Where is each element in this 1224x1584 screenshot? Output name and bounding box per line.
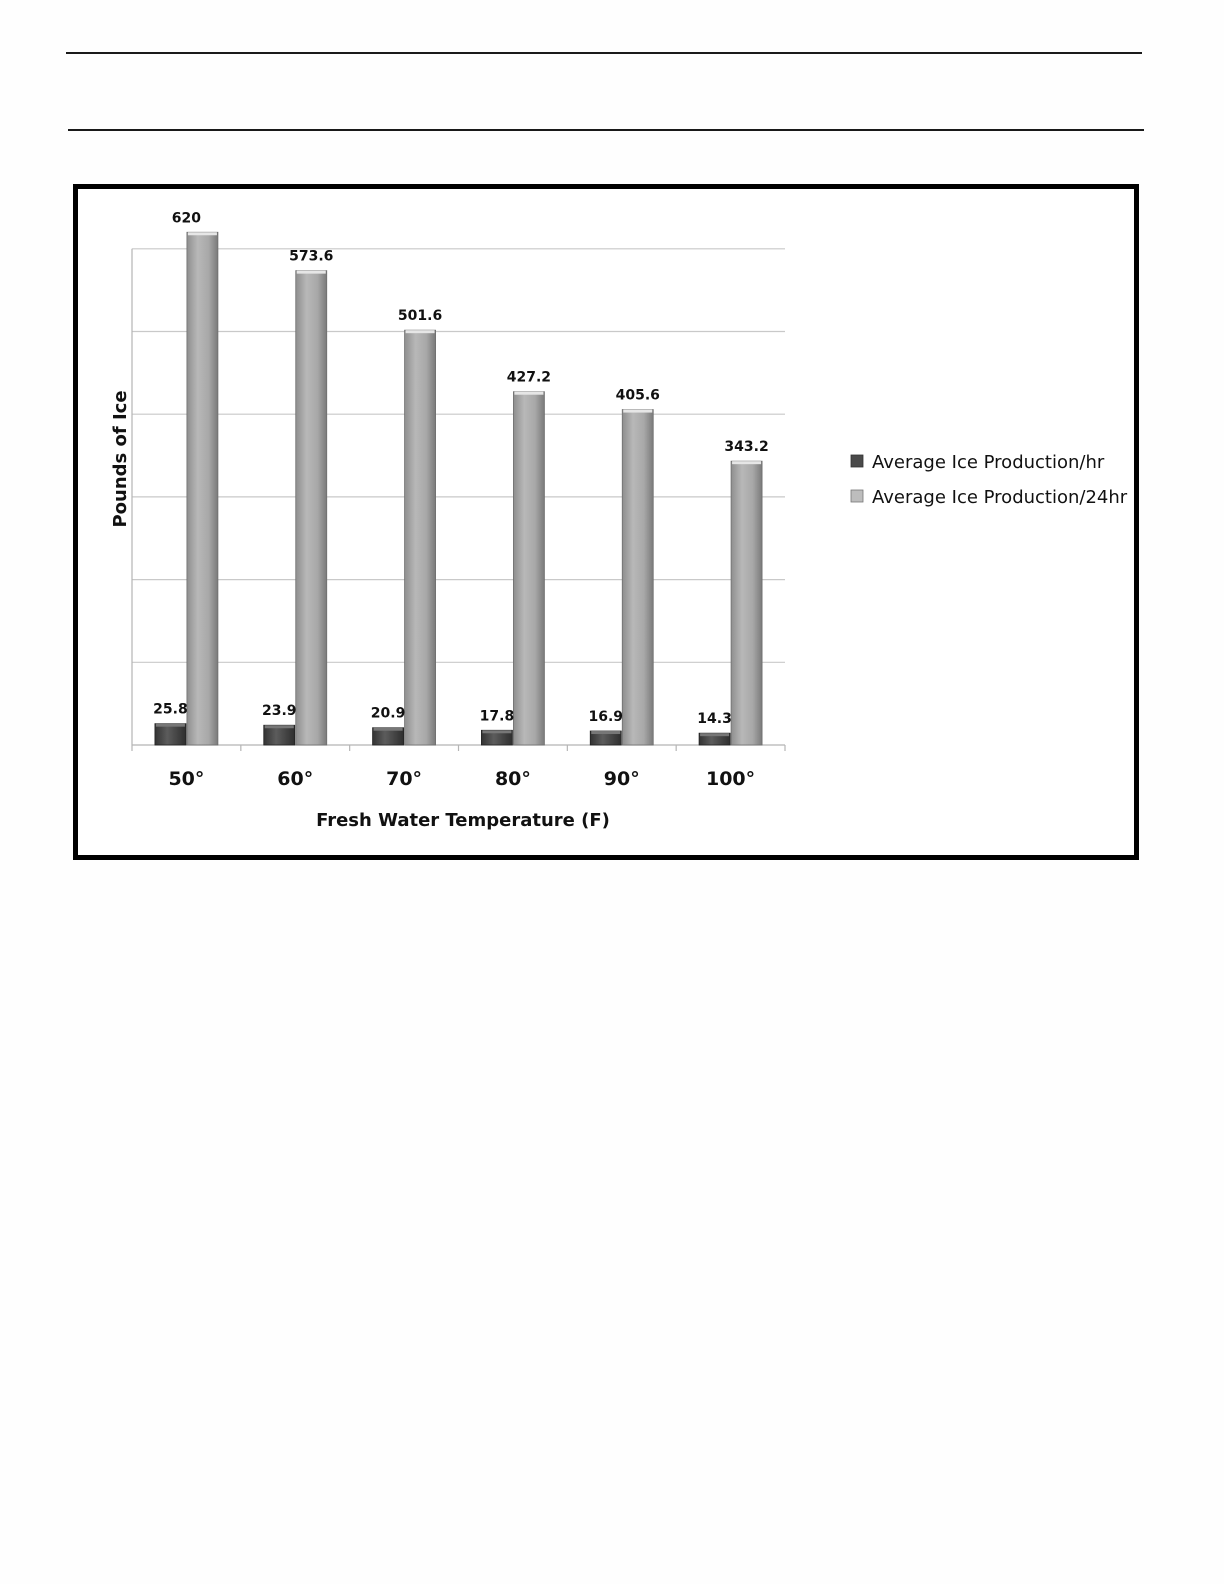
data-label-hourly: 14.3 (697, 711, 732, 728)
legend-swatch-hourly (851, 455, 863, 467)
bar-hourly-cap (265, 725, 294, 728)
data-label-daily: 343.2 (724, 439, 769, 456)
data-label-daily: 427.2 (506, 369, 552, 386)
bars (155, 232, 762, 745)
bar-daily-cap (623, 410, 652, 413)
bar-daily-cap (732, 461, 761, 464)
bar-daily-cap (514, 392, 543, 395)
data-label-hourly: 17.8 (479, 708, 515, 725)
bar-daily (405, 330, 436, 745)
bar-hourly (155, 724, 186, 745)
data-label-daily: 405.6 (615, 387, 660, 404)
bar-chart (78, 189, 1134, 855)
bar-hourly-cap (374, 728, 403, 731)
category-label: 100° (705, 768, 756, 790)
header-rule-top (66, 52, 1142, 54)
data-label-hourly: 23.9 (261, 703, 297, 720)
legend-swatch-daily (851, 490, 863, 502)
bar-hourly-cap (700, 733, 729, 736)
header-rule-second (68, 129, 1144, 131)
category-label: 80° (494, 768, 531, 790)
category-label: 50° (168, 768, 205, 790)
bar-hourly-cap (156, 724, 185, 727)
bar-daily (296, 271, 327, 745)
legend-label-hourly: Average Ice Production/hr (872, 452, 1105, 473)
legend (851, 452, 1128, 508)
bar-daily (731, 461, 762, 745)
category-label: 60° (277, 768, 314, 790)
data-label-daily: 620 (171, 210, 202, 227)
data-label-hourly: 20.9 (370, 705, 406, 722)
bar-daily-cap (406, 330, 435, 333)
gridlines (132, 249, 785, 663)
chart-frame (73, 184, 1139, 860)
bar-daily-cap (297, 271, 326, 274)
bar-daily (187, 232, 218, 745)
bar-hourly-cap (482, 730, 511, 733)
bar-hourly-cap (591, 731, 620, 734)
category-label: 70° (386, 768, 423, 790)
bar-daily-cap (188, 232, 217, 235)
data-label-daily: 573.6 (289, 248, 334, 265)
data-label-hourly: 16.9 (588, 709, 624, 726)
legend-label-daily: Average Ice Production/24hr (872, 487, 1128, 508)
data-label-hourly: 25.8 (153, 701, 188, 718)
bar-daily (622, 410, 653, 745)
bar-daily (513, 392, 544, 745)
x-axis-title: Fresh Water Temperature (F) (316, 810, 610, 831)
data-label-daily: 501.6 (397, 308, 443, 325)
category-label: 90° (603, 768, 640, 790)
axes (132, 249, 785, 751)
data-labels (153, 210, 769, 727)
y-axis-title: Pounds of Ice (110, 390, 131, 528)
category-labels (168, 768, 755, 790)
